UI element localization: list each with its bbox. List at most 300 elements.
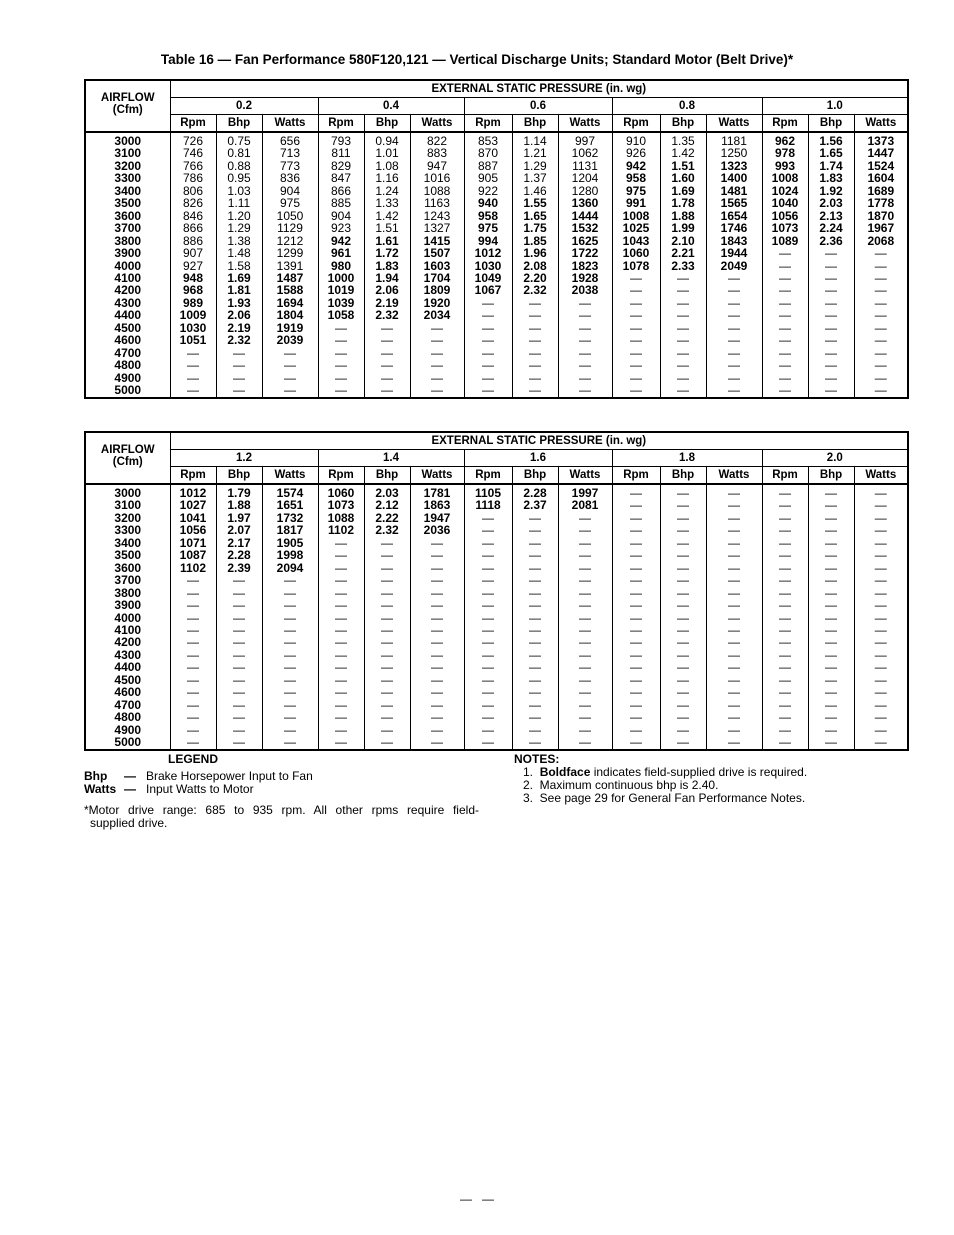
airflow-cell: 4900 <box>114 722 142 737</box>
bhp-cell: — <box>364 384 410 397</box>
airflow-cell: 3500 <box>114 196 142 211</box>
watts-cell: — <box>854 587 908 599</box>
watts-cell: — <box>410 599 464 611</box>
bhp-cell: 2.06 <box>216 309 262 321</box>
bhp-cell: — <box>660 724 706 736</box>
watts-cell: 2036 <box>410 524 464 536</box>
external-static-pressure-header: EXTERNAL STATIC PRESSURE (in. wg) <box>170 80 908 98</box>
watts-cell: — <box>854 699 908 711</box>
bhp-cell: — <box>808 247 854 259</box>
watts-cell: 1323 <box>706 160 762 172</box>
watts-cell: — <box>706 574 762 586</box>
bhp-cell: 2.28 <box>216 549 262 561</box>
watts-cell: 1919 <box>262 322 318 334</box>
watts-cell: 1625 <box>558 235 612 247</box>
legend-dash: — <box>124 769 136 783</box>
bhp-column-header: Bhp <box>808 467 854 485</box>
bhp-cell: — <box>364 574 410 586</box>
rpm-cell: — <box>170 372 216 384</box>
airflow-cell: 4900 <box>114 370 142 385</box>
watts-cell: — <box>706 537 762 549</box>
watts-cell: 1447 <box>854 147 908 159</box>
airflow-cell: 4800 <box>114 710 142 725</box>
rpm-cell: 1041 <box>170 512 216 524</box>
rpm-cell: 1019 <box>318 284 364 296</box>
bhp-cell: — <box>512 612 558 624</box>
watts-cell: — <box>854 649 908 661</box>
rpm-cell: — <box>318 686 364 698</box>
rpm-cell: — <box>762 284 808 296</box>
bhp-cell: 2.03 <box>364 484 410 499</box>
bhp-cell: 1.79 <box>216 484 262 499</box>
table-row <box>85 309 908 321</box>
watts-cell: 1998 <box>262 549 318 561</box>
rpm-cell: — <box>464 686 512 698</box>
watts-cell: 1181 <box>706 132 762 147</box>
table-row <box>85 384 908 397</box>
rpm-cell: — <box>464 699 512 711</box>
watts-cell: 1746 <box>706 222 762 234</box>
rpm-cell: — <box>464 612 512 624</box>
watts-cell: — <box>706 284 762 296</box>
rpm-cell: — <box>318 372 364 384</box>
watts-cell: — <box>854 736 908 749</box>
rpm-cell: — <box>612 587 660 599</box>
watts-cell: 1507 <box>410 247 464 259</box>
bhp-cell: 1.37 <box>512 172 558 184</box>
rpm-cell: — <box>318 537 364 549</box>
watts-cell: — <box>706 686 762 698</box>
rpm-cell: — <box>612 562 660 574</box>
rpm-cell: — <box>464 587 512 599</box>
watts-cell: — <box>854 537 908 549</box>
bhp-cell: — <box>660 359 706 371</box>
airflow-cell: 4300 <box>114 647 142 662</box>
rpm-cell: 870 <box>464 147 512 159</box>
rpm-cell: — <box>762 636 808 648</box>
bhp-cell: — <box>364 661 410 673</box>
watts-cell: — <box>410 624 464 636</box>
watts-cell: — <box>558 537 612 549</box>
rpm-cell: 1012 <box>464 247 512 259</box>
bhp-cell: — <box>216 612 262 624</box>
watts-cell: — <box>410 736 464 749</box>
bhp-cell: 2.39 <box>216 562 262 574</box>
watts-cell: — <box>410 686 464 698</box>
bhp-cell: 2.17 <box>216 537 262 549</box>
watts-cell: — <box>262 599 318 611</box>
airflow-cell: 3000 <box>114 486 142 500</box>
bhp-cell: 1.74 <box>808 160 854 172</box>
rpm-cell: 853 <box>464 132 512 147</box>
watts-cell: — <box>262 347 318 359</box>
rpm-column-header: Rpm <box>318 467 364 485</box>
legend-term: Bhp <box>84 769 108 783</box>
bhp-cell: 1.92 <box>808 185 854 197</box>
table-row <box>85 484 908 499</box>
rpm-cell: — <box>612 612 660 624</box>
rpm-cell: — <box>612 624 660 636</box>
bhp-cell: — <box>808 736 854 749</box>
watts-cell: 1280 <box>558 185 612 197</box>
rpm-cell: — <box>612 537 660 549</box>
pressure-header: 0.2 <box>170 98 318 115</box>
rpm-cell: — <box>762 587 808 599</box>
bhp-cell: 1.46 <box>512 185 558 197</box>
watts-column-header: Watts <box>706 115 762 133</box>
bhp-cell: 2.21 <box>660 247 706 259</box>
watts-cell: — <box>558 334 612 346</box>
airflow-cell: 3000 <box>114 134 142 148</box>
watts-cell: — <box>410 372 464 384</box>
rpm-cell: 975 <box>464 222 512 234</box>
rpm-cell: 961 <box>318 247 364 259</box>
bhp-cell: — <box>660 347 706 359</box>
bhp-cell: 2.32 <box>364 309 410 321</box>
rpm-cell: — <box>612 372 660 384</box>
table-row <box>85 661 908 673</box>
rpm-cell: — <box>762 372 808 384</box>
bhp-cell: — <box>216 599 262 611</box>
bhp-cell: — <box>808 322 854 334</box>
rpm-cell: — <box>318 649 364 661</box>
bhp-cell: 1.55 <box>512 197 558 209</box>
watts-cell: 975 <box>262 197 318 209</box>
airflow-cell: 4300 <box>114 295 142 310</box>
rpm-cell: 726 <box>170 132 216 147</box>
rpm-cell: 847 <box>318 172 364 184</box>
rpm-cell: — <box>318 334 364 346</box>
bhp-cell: — <box>216 587 262 599</box>
bhp-cell: — <box>808 372 854 384</box>
watts-cell: 1997 <box>558 484 612 499</box>
bhp-cell: — <box>216 711 262 723</box>
watts-cell: — <box>410 562 464 574</box>
bhp-cell: — <box>660 624 706 636</box>
rpm-cell: 1089 <box>762 235 808 247</box>
bhp-cell: — <box>660 649 706 661</box>
bhp-cell: — <box>512 384 558 397</box>
watts-cell: — <box>410 384 464 397</box>
airflow-cell: 3800 <box>114 585 142 600</box>
watts-cell: — <box>854 724 908 736</box>
bhp-cell: — <box>808 562 854 574</box>
watts-cell: — <box>706 649 762 661</box>
watts-cell: — <box>854 499 908 511</box>
bhp-cell: — <box>512 624 558 636</box>
rpm-cell: — <box>318 711 364 723</box>
airflow-cell: 4400 <box>114 308 142 323</box>
notes <box>514 753 904 805</box>
bhp-column-header: Bhp <box>512 115 558 133</box>
watts-cell: — <box>410 549 464 561</box>
bhp-cell: — <box>808 699 854 711</box>
airflow-cell: 4500 <box>114 672 142 687</box>
watts-cell: — <box>558 686 612 698</box>
rpm-cell: — <box>170 736 216 749</box>
rpm-cell: — <box>464 724 512 736</box>
rpm-cell: — <box>170 686 216 698</box>
rpm-cell: 846 <box>170 210 216 222</box>
bhp-cell: 1.38 <box>216 235 262 247</box>
rpm-cell: 907 <box>170 247 216 259</box>
table-row <box>85 222 908 234</box>
rpm-cell: — <box>612 309 660 321</box>
watts-cell: 1016 <box>410 172 464 184</box>
rpm-cell: 1118 <box>464 499 512 511</box>
bhp-cell: 2.28 <box>512 484 558 499</box>
bhp-cell: — <box>808 549 854 561</box>
bhp-cell: — <box>512 699 558 711</box>
footnote-line: supplied drive. <box>90 816 168 830</box>
watts-cell: 1654 <box>706 210 762 222</box>
watts-cell: 1050 <box>262 210 318 222</box>
bhp-cell: — <box>512 512 558 524</box>
bhp-cell: 2.37 <box>512 499 558 511</box>
watts-cell: — <box>262 359 318 371</box>
pressure-header: 0.6 <box>464 98 612 115</box>
watts-cell: 1804 <box>262 309 318 321</box>
bhp-cell: — <box>660 297 706 309</box>
watts-cell: — <box>854 686 908 698</box>
bhp-cell: 2.32 <box>216 334 262 346</box>
watts-cell: — <box>410 636 464 648</box>
watts-cell: — <box>410 322 464 334</box>
bhp-cell: — <box>808 711 854 723</box>
watts-cell: — <box>706 599 762 611</box>
rpm-cell: 1049 <box>464 272 512 284</box>
watts-cell: 1400 <box>706 172 762 184</box>
table-row <box>85 524 908 536</box>
rpm-cell: 829 <box>318 160 364 172</box>
rpm-cell: 1039 <box>318 297 364 309</box>
bhp-cell: 1.21 <box>512 147 558 159</box>
bhp-cell: — <box>660 736 706 749</box>
watts-cell: 1823 <box>558 260 612 272</box>
rpm-cell: — <box>762 661 808 673</box>
watts-cell: 1360 <box>558 197 612 209</box>
rpm-column-header: Rpm <box>464 467 512 485</box>
fan-performance-table-high-pressure <box>84 431 909 751</box>
rpm-cell: — <box>762 612 808 624</box>
watts-cell: — <box>706 297 762 309</box>
rpm-cell: — <box>318 736 364 749</box>
airflow-cell: 4700 <box>114 345 142 360</box>
watts-cell: — <box>410 359 464 371</box>
bhp-cell: — <box>216 347 262 359</box>
rpm-cell: — <box>762 347 808 359</box>
airflow-cell: 4000 <box>114 610 142 625</box>
pressure-header: 1.8 <box>612 450 762 467</box>
bhp-cell: — <box>808 599 854 611</box>
bhp-cell: 1.65 <box>512 210 558 222</box>
rpm-cell: 1056 <box>170 524 216 536</box>
watts-cell: — <box>706 372 762 384</box>
rpm-cell: 1073 <box>762 222 808 234</box>
bhp-cell: — <box>808 612 854 624</box>
watts-cell: 1299 <box>262 247 318 259</box>
rpm-cell: 927 <box>170 260 216 272</box>
rpm-cell: 1030 <box>170 322 216 334</box>
bhp-cell: 2.32 <box>364 524 410 536</box>
watts-cell: — <box>854 334 908 346</box>
bhp-column-header: Bhp <box>364 467 410 485</box>
legend-definition: Brake Horsepower Input to Fan <box>146 769 313 783</box>
watts-cell: 1651 <box>262 499 318 511</box>
rpm-cell: — <box>762 599 808 611</box>
bhp-cell: — <box>660 309 706 321</box>
bhp-cell: — <box>808 284 854 296</box>
watts-column-header: Watts <box>854 115 908 133</box>
watts-cell: — <box>854 247 908 259</box>
bhp-cell: 1.97 <box>216 512 262 524</box>
watts-cell: — <box>706 347 762 359</box>
bhp-cell: 1.78 <box>660 197 706 209</box>
rpm-cell: 940 <box>464 197 512 209</box>
bhp-cell: — <box>808 484 854 499</box>
watts-cell: — <box>854 599 908 611</box>
watts-cell: — <box>262 736 318 749</box>
rpm-cell: 886 <box>170 235 216 247</box>
watts-cell: — <box>262 674 318 686</box>
page-footer: — — <box>459 1192 494 1206</box>
bhp-column-header: Bhp <box>216 467 262 485</box>
bhp-cell: 1.93 <box>216 297 262 309</box>
watts-cell: — <box>706 636 762 648</box>
bhp-cell: — <box>364 359 410 371</box>
bhp-cell: — <box>808 587 854 599</box>
rpm-cell: 746 <box>170 147 216 159</box>
bhp-cell: — <box>808 309 854 321</box>
watts-cell: — <box>262 661 318 673</box>
rpm-cell: — <box>612 322 660 334</box>
bhp-cell: — <box>364 736 410 749</box>
rpm-cell: — <box>170 612 216 624</box>
rpm-cell: — <box>170 587 216 599</box>
rpm-cell: — <box>170 574 216 586</box>
bhp-cell: — <box>808 649 854 661</box>
watts-cell: — <box>854 661 908 673</box>
bhp-cell: — <box>808 499 854 511</box>
watts-column-header: Watts <box>262 467 318 485</box>
bhp-cell: 1.56 <box>808 132 854 147</box>
rpm-cell: — <box>170 661 216 673</box>
watts-cell: 1781 <box>410 484 464 499</box>
bhp-column-header: Bhp <box>512 467 558 485</box>
rpm-cell: — <box>612 359 660 371</box>
airflow-cell: 3900 <box>114 246 142 261</box>
rpm-cell: — <box>762 512 808 524</box>
watts-cell: 1588 <box>262 284 318 296</box>
watts-cell: 773 <box>262 160 318 172</box>
watts-cell: — <box>262 699 318 711</box>
watts-cell: 904 <box>262 185 318 197</box>
bhp-cell: 1.03 <box>216 185 262 197</box>
bhp-cell: 2.13 <box>808 210 854 222</box>
rpm-cell: — <box>612 686 660 698</box>
rpm-cell: 1025 <box>612 222 660 234</box>
airflow-cell: 3700 <box>114 221 142 236</box>
bhp-column-header: Bhp <box>364 115 410 133</box>
bhp-cell: — <box>216 661 262 673</box>
pressure-header: 1.6 <box>464 450 612 467</box>
watts-cell: 1212 <box>262 235 318 247</box>
rpm-cell: — <box>612 724 660 736</box>
bhp-cell: — <box>216 384 262 397</box>
bhp-cell: — <box>660 711 706 723</box>
watts-cell: — <box>706 724 762 736</box>
watts-cell: — <box>558 612 612 624</box>
watts-cell: 1843 <box>706 235 762 247</box>
bhp-cell: — <box>660 587 706 599</box>
watts-column-header: Watts <box>558 467 612 485</box>
rpm-cell: — <box>464 599 512 611</box>
watts-cell: — <box>262 587 318 599</box>
rpm-cell: 1060 <box>612 247 660 259</box>
watts-cell: — <box>558 309 612 321</box>
rpm-cell: — <box>170 674 216 686</box>
watts-cell: 1574 <box>262 484 318 499</box>
rpm-cell: — <box>762 499 808 511</box>
rpm-cell: — <box>318 599 364 611</box>
watts-cell: — <box>706 524 762 536</box>
rpm-cell: — <box>318 322 364 334</box>
bhp-cell: — <box>808 334 854 346</box>
watts-cell: 1944 <box>706 247 762 259</box>
watts-cell: — <box>558 359 612 371</box>
watts-cell: 2094 <box>262 562 318 574</box>
watts-cell: — <box>706 384 762 397</box>
rpm-cell: 1087 <box>170 549 216 561</box>
watts-cell: 1817 <box>262 524 318 536</box>
bhp-cell: — <box>364 686 410 698</box>
rpm-cell: — <box>464 736 512 749</box>
watts-cell: — <box>706 624 762 636</box>
rpm-cell: 948 <box>170 272 216 284</box>
rpm-cell: — <box>612 649 660 661</box>
rpm-cell: — <box>762 384 808 397</box>
bhp-cell: 1.83 <box>808 172 854 184</box>
watts-cell: 883 <box>410 147 464 159</box>
watts-cell: 1243 <box>410 210 464 222</box>
table-row <box>85 132 908 147</box>
rpm-cell: 1056 <box>762 210 808 222</box>
bhp-cell: — <box>660 384 706 397</box>
bhp-cell: — <box>512 599 558 611</box>
bhp-cell: — <box>364 724 410 736</box>
rpm-cell: — <box>762 524 808 536</box>
rpm-cell: — <box>612 674 660 686</box>
watts-cell: 1391 <box>262 260 318 272</box>
bhp-column-header: Bhp <box>808 115 854 133</box>
watts-cell: 713 <box>262 147 318 159</box>
bhp-cell: — <box>512 587 558 599</box>
watts-cell: — <box>262 372 318 384</box>
watts-cell: — <box>706 587 762 599</box>
watts-cell: — <box>558 661 612 673</box>
rpm-cell: 866 <box>170 222 216 234</box>
rpm-cell: — <box>464 624 512 636</box>
watts-cell: — <box>410 334 464 346</box>
watts-cell: — <box>706 549 762 561</box>
pressure-header: 0.8 <box>612 98 762 115</box>
watts-cell: — <box>854 384 908 397</box>
bhp-cell: 0.95 <box>216 172 262 184</box>
rpm-cell: — <box>318 587 364 599</box>
footnote-line: *Motor drive range: 685 to 935 rpm. All other rpms require field- <box>84 803 479 817</box>
watts-cell: 1778 <box>854 197 908 209</box>
rpm-cell: 994 <box>464 235 512 247</box>
